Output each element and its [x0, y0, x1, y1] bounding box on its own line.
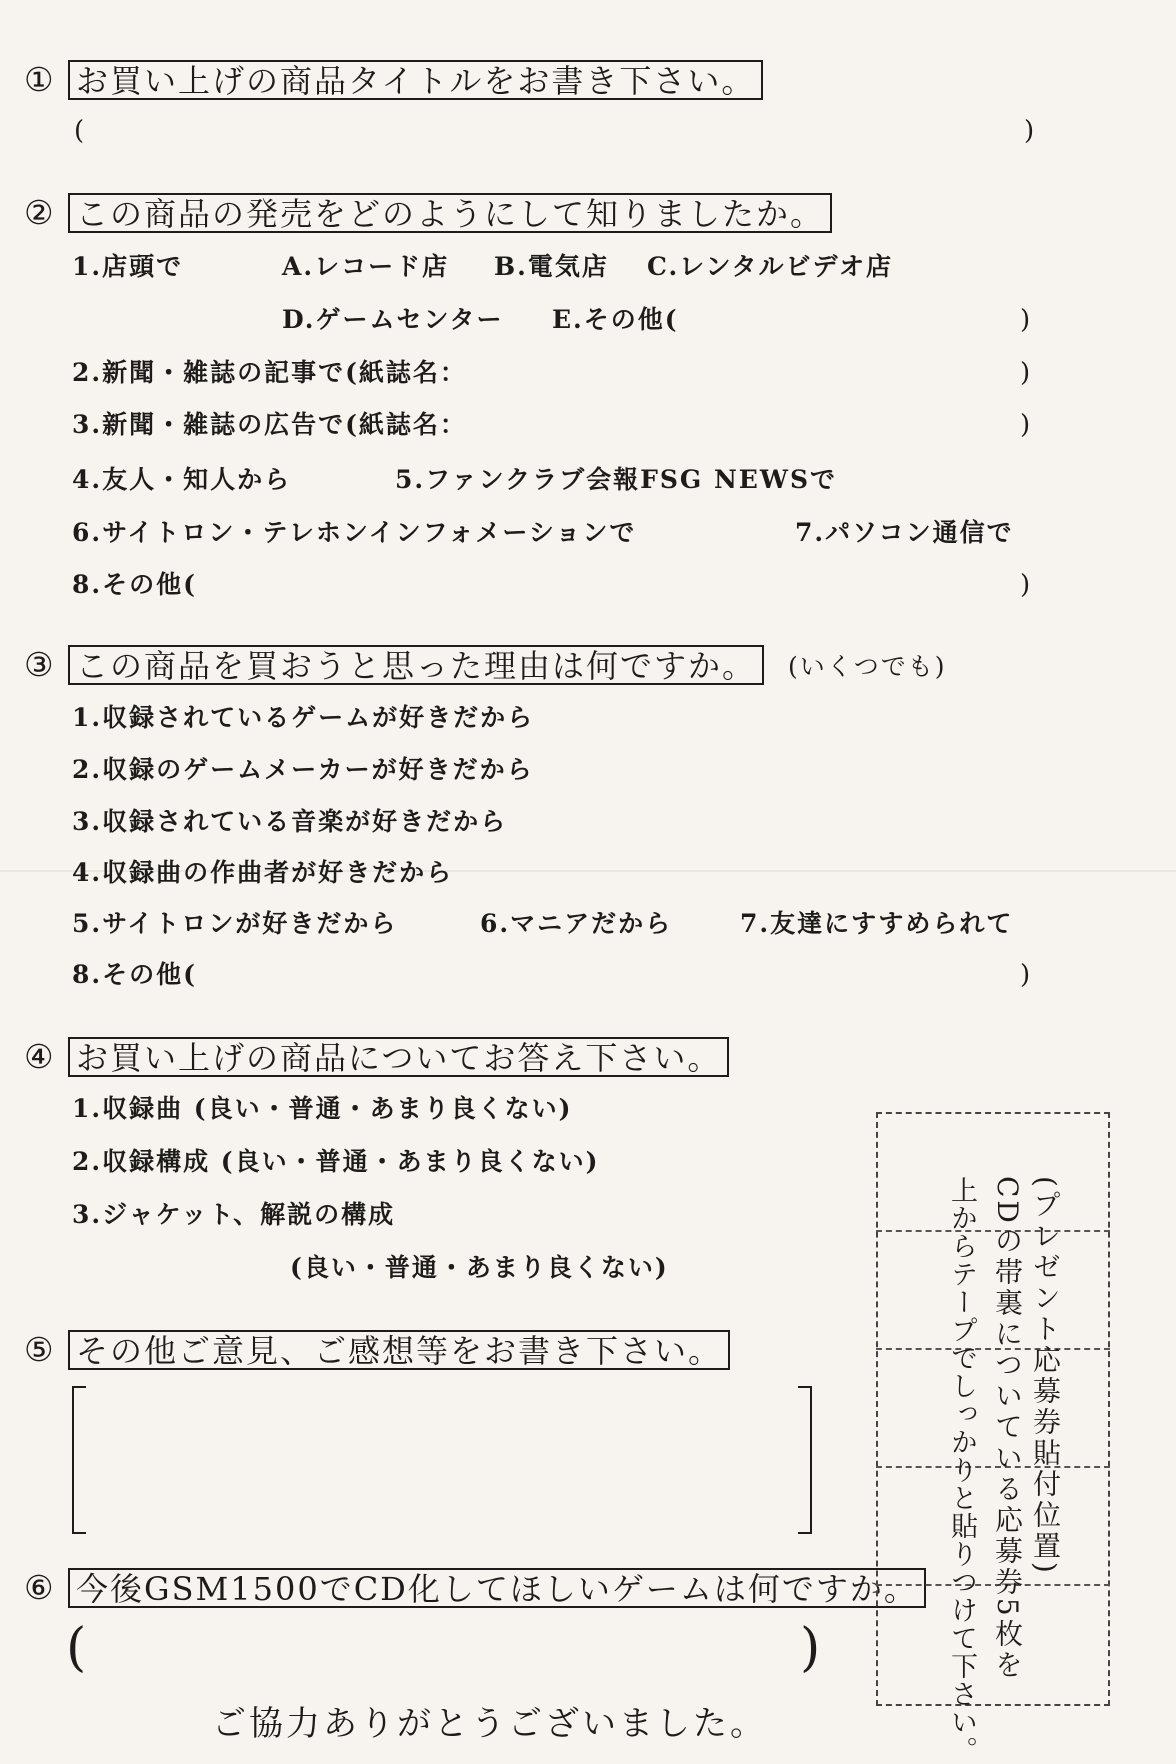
q2-close-paren: ): [1020, 358, 1031, 388]
q3-item: 1.収録されているゲームが好きだから: [72, 703, 535, 732]
q3-close-paren: ): [1020, 960, 1031, 990]
q2-close-paren: ): [1020, 305, 1031, 335]
q6-close-paren: ): [800, 1618, 821, 1678]
thanks-message: ご協力ありがとうございました。: [212, 1704, 767, 1744]
q2-option-e: E.その他(: [552, 305, 679, 334]
q3-item: 3.収録されている音楽が好きだから: [72, 807, 508, 836]
q4-item: 3.ジャケット、解説の構成: [72, 1200, 396, 1229]
q3-item: 5.サイトロンが好きだから: [72, 909, 398, 938]
q2-item: 2.新聞・雑誌の記事で(紙誌名：: [72, 358, 467, 387]
q2-item: 4.友人・知人から: [72, 465, 292, 494]
q2-close-paren: ): [1020, 410, 1031, 440]
q2-number: ②: [24, 193, 54, 232]
q2-item: 3.新聞・雑誌の広告で(紙誌名：: [72, 410, 467, 439]
q4-title: お買い上げの商品についてお答え下さい。: [68, 1037, 729, 1077]
q1-close-paren: ): [1024, 116, 1035, 146]
q3-item: 8.その他(: [72, 960, 197, 989]
q4-number: ④: [24, 1037, 54, 1076]
q6-open-paren: (: [66, 1618, 87, 1678]
comment-bracket-right: [798, 1386, 812, 1534]
q3-item: 4.収録曲の作曲者が好きだから: [72, 858, 454, 887]
q6-title: 今後GSM1500でCD化してほしいゲームは何ですか。: [68, 1568, 926, 1608]
q5-number: ⑤: [24, 1330, 54, 1369]
q2-close-paren: ): [1020, 570, 1031, 600]
q3-item: 7.友達にすすめられて: [740, 909, 1014, 938]
q2-item: 5.ファンクラブ会報FSG NEWSで: [395, 465, 837, 494]
q3-number: ③: [24, 645, 54, 684]
coupon-title: (プレゼント応募券貼付位置): [1029, 1176, 1062, 1576]
q4-item: 1.収録曲 (良い・普通・あまり良くない): [72, 1094, 573, 1123]
q3-item: 2.収録のゲームメーカーが好きだから: [72, 755, 534, 784]
q1-open-paren: (: [74, 116, 85, 146]
q2-option-c: C.レンタルビデオ店: [647, 252, 894, 281]
q6-number: ⑥: [24, 1568, 54, 1607]
q2-option-b: B.電気店: [494, 252, 609, 281]
q5-title: その他ご意見、ご感想等をお書き下さい。: [68, 1330, 730, 1370]
coupon-instruction: 上からテープでしっかりと貼りつけて下さい。: [946, 1176, 977, 1764]
q3-note: (いくつでも): [788, 652, 947, 681]
q2-item: 8.その他(: [72, 570, 197, 599]
q2-item: 1.店頭で: [72, 252, 184, 281]
coupon-instruction: CDの帯裏についている応募券5枚を: [991, 1176, 1024, 1681]
q3-item: 6.マニアだから: [480, 909, 673, 938]
q1-number: ①: [24, 60, 54, 99]
q4-item: 2.収録構成 (良い・普通・あまり良くない): [72, 1147, 600, 1176]
q2-title: この商品の発売をどのようにして知りましたか。: [68, 193, 832, 233]
q2-option-d: D.ゲームセンター: [282, 305, 504, 334]
comment-bracket-left: [72, 1386, 86, 1534]
q2-item: 6.サイトロン・テレホンインフォメーションで: [72, 518, 637, 547]
q1-title: お買い上げの商品タイトルをお書き下さい。: [68, 60, 763, 100]
q2-option-a: A.レコード店: [282, 252, 450, 281]
q4-item: (良い・普通・あまり良くない): [290, 1253, 669, 1282]
q2-item: 7.パソコン通信で: [795, 518, 1014, 547]
q3-title: この商品を買おうと思った理由は何ですか。: [68, 645, 764, 685]
